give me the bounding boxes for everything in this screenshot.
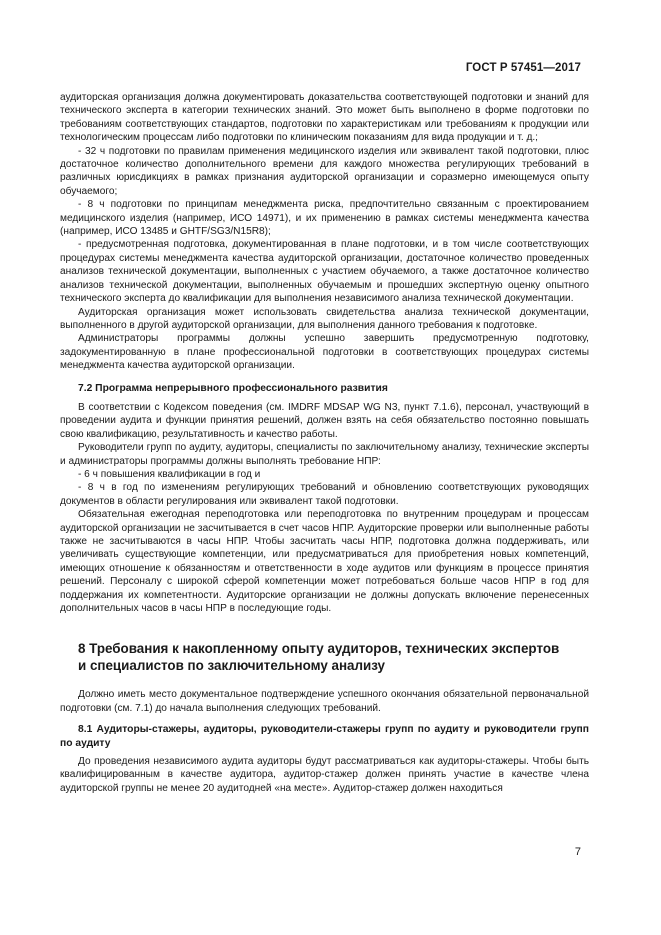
document-code: ГОСТ Р 57451—2017 xyxy=(465,62,581,74)
section-8-heading-line1: 8 Требования к накопленному опыту аудиторов, технических экспертов xyxy=(78,641,560,657)
list-item: - 6 ч повышения квалификации в год и xyxy=(78,468,261,480)
list-item: - предусмотренная подготовка, документированная в плане подготовки, и в том числе соответствующих процедурах системы менеджмента качества аудиторской организации, достаточное количество проведенных анализов технической документации, выполненных с участием обучаемого, а также достаточное количество анализов технической документации, выполненных обучаемым и прошедших экспертную оценку опытного технического эксперта до квалификации для выполнения независимого анализа технической документации. xyxy=(60,239,589,305)
paragraph: До проведения независимого аудита аудиторы будут рассматриваться как аудиторы-стажеры. Чтобы быть квалифицированным в качестве аудитора, аудитор-стажер должен принять участие в качестве члена аудиторской группы не менее 20 аудитодней «на месте». Аудитор-стажер должен находиться xyxy=(60,756,589,794)
paragraph: Обязательная ежегодная переподготовка или переподготовка по внутренним процедурам и процессам аудиторской организации не засчитывается в счет часов НПР. Аудиторские проверки или выполненные работы также не засчитываются в часы НПР. Чтобы засчитать часы НПР, подготовка должна поддерживать, или увеличивать существующие компетенции, или предусматриваться для приобретения новых компетенций, имеющих отношение к обязанностям и ответственности в ходе аудитов или функциям в процессе принятия решений. Персоналу с широкой сферой компетенции может потребоваться больше часов НПР в год для поддержания их компетентности. Аудиторские организации не должны допускать включение перенесенных дополнительных часов в часы НПР в последующие годы. xyxy=(60,509,589,615)
paragraph: Администраторы программы должны успешно завершить предусмотренную подготовку, задокументированную в плане профессиональной подготовки в соответствующих процедурах системы менеджмента качества аудиторской организации. xyxy=(60,333,589,372)
list-item: - 32 ч подготовки по правилам применения медицинского изделия или эквивалент такой подготовки, плюс достаточное количество дополнительного времени для каждого множества регулирующих требований в различных юрисдикциях в рамках признания аудиторской организации и соразмерно имеющемуся опыту обучаемого; xyxy=(60,145,589,197)
paragraph: Аудиторская организация может использовать свидетельства анализа технической документации, выполненного в другой аудиторской организации, для выполнения данного требования к подготовке. xyxy=(60,306,589,331)
list-item: - 8 ч подготовки по принципам менеджмента риска, предпочтительно связанным с проектированием медицинского изделия (например, ИСО 14971), и их применению в рамках системы менеджмента качества (например, ИСО 13485 и GHTF/SG3/N15R8); xyxy=(60,199,589,238)
paragraph: Должно иметь место документальное подтверждение успешного окончания обязательной первоначальной подготовки (см. 7.1) до начала выполнения следующих требований. xyxy=(60,689,589,714)
section-7-2-heading: 7.2 Программа непрерывного профессионального развития xyxy=(78,382,388,394)
page-body xyxy=(60,91,589,795)
paragraph: В соответствии с Кодексом поведения (см. IMDRF MDSAP WG N3, пункт 7.1.6), персонал, участвующий в проведении аудита и функции принятия решений, должен взять на себя обязательство постоянно повышать свою квалификацию, результативность и качество работы. xyxy=(60,401,589,440)
section-8-heading xyxy=(60,641,589,674)
section-8-heading-line2: и специалистов по заключительному анализу xyxy=(78,657,385,673)
list-item: - 8 ч в год по изменениям регулирующих требований и обновлению соответствующих руководящих документов в области регулирования или эквивалент такой подготовки. xyxy=(60,482,589,507)
section-8-1-heading: 8.1 Аудиторы-стажеры, аудиторы, руководители-стажеры групп по аудиту и руководители групп по аудиту xyxy=(60,724,589,749)
paragraph: Руководители групп по аудиту, аудиторы, специалисты по заключительному анализу, технические эксперты и администраторы программы должны выполнять требование НПР: xyxy=(60,442,589,467)
page-number: 7 xyxy=(574,846,581,858)
paragraph: аудиторская организация должна документировать доказательства соответствующей подготовки и знаний для технического эксперта в категории технических знаний. Это может быть выполнено в форме подготовки по требованиям соответствующих стандартов, подготовки по характеристикам или требованиям к продукции или технологическим процессам либо подготовки по клиническим показаниям для вида продукции и т. д.; xyxy=(60,92,589,144)
